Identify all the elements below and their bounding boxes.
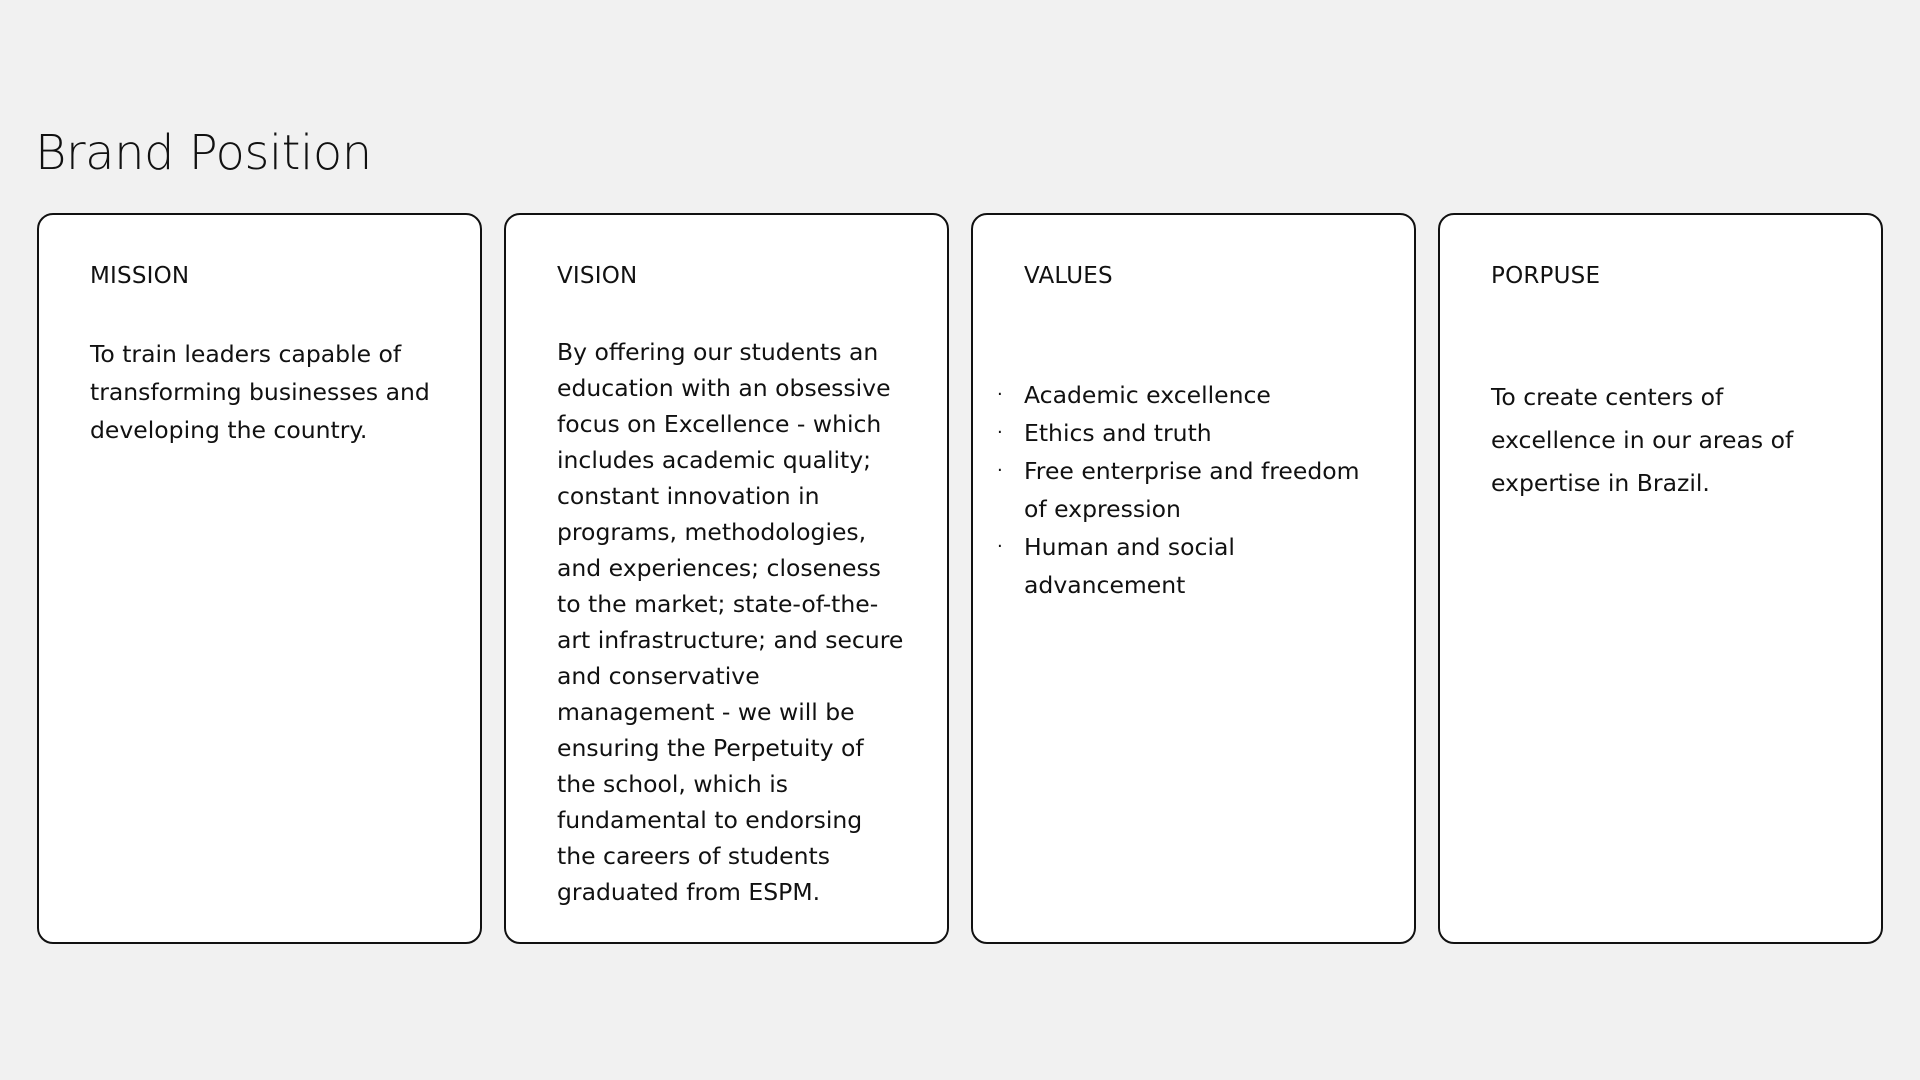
purpose-heading: PORPUSE [1491,263,1601,289]
mission-text: To train leaders capable of transforming businesses and developing the country. [90,340,430,444]
bullet-icon: · [997,384,1003,405]
values-heading: VALUES [1024,263,1113,289]
bullet-icon: · [997,536,1003,557]
vision-text: By offering our students an education with an obsessive focus on Excellence - which includes academic quality; constant innovation in programs, methodologies, and experiences; closeness to the market; state-of-the-art infrastructure; and secure and conservative management - we will be ensuring the Perpetuity of the school, which is fundamental to endorsing the careers of students graduated from ESPM. [557,338,904,906]
list-item [997,376,1374,414]
purpose-text: To create centers of excellence in our areas of expertise in Brazil. [1491,383,1794,497]
vision-card [504,213,949,944]
list-item-text: Academic excellence [1024,381,1271,409]
list-item [997,452,1374,528]
card-row [37,213,1883,944]
values-list [997,376,1374,604]
purpose-card [1438,213,1883,944]
list-item [997,414,1374,452]
list-item-text: Ethics and truth [1024,419,1212,447]
mission-card [37,213,482,944]
bullet-icon: · [997,460,1003,481]
mission-heading: MISSION [90,263,190,289]
values-card [971,213,1416,944]
page-title: Brand Position [35,125,372,181]
list-item-text: Human and social advancement [1024,533,1235,599]
vision-heading: VISION [557,263,638,289]
list-item [997,528,1374,604]
list-item-text: Free enterprise and freedom of expression [1024,457,1360,523]
bullet-icon: · [997,422,1003,443]
